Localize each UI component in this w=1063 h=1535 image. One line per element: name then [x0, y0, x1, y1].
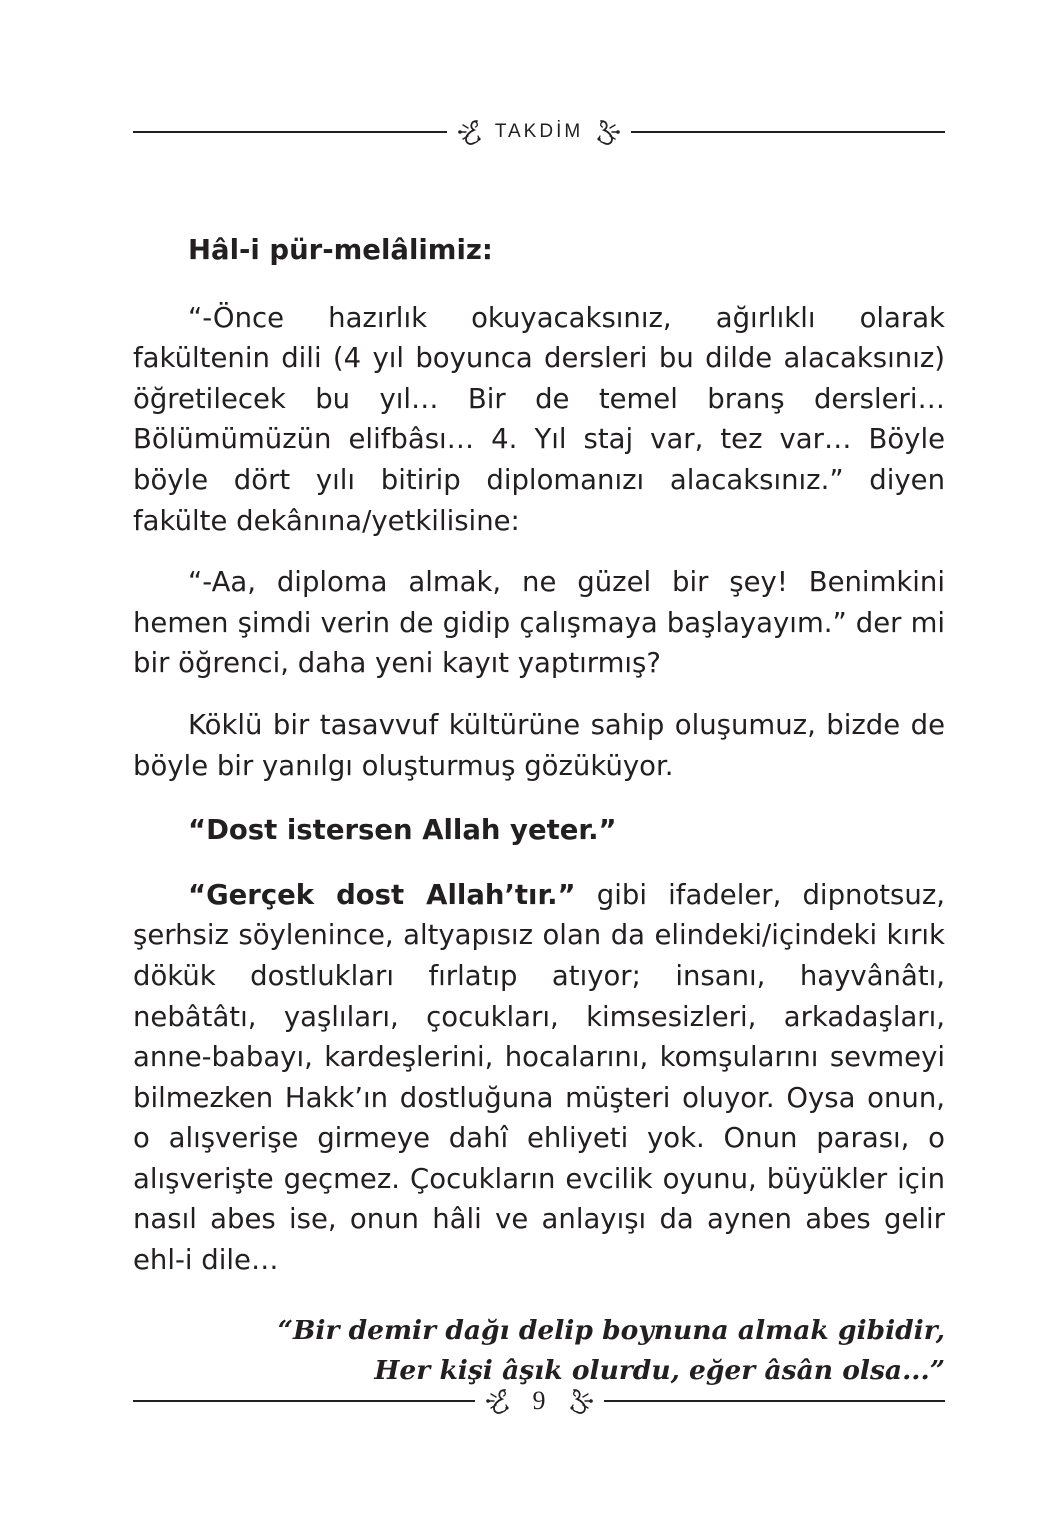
paragraph-4 [133, 875, 945, 1281]
paragraph-4-bold-quote: “Gerçek dost Allah’tır.” [188, 878, 576, 911]
section-heading: Hâl-i pür-melâlimiz: [188, 234, 493, 266]
quote-dost: “Dost istersen Allah yeter.” [188, 814, 617, 847]
paragraph-3: Köklü bir tasavvuf kültürüne sahip oluşumuz, bizde de böyle bir yanılgı oluşturmuş gözüküyor. [133, 708, 945, 782]
ornament-left-icon [457, 117, 487, 147]
poem-line-2: Her kişi âşık olurdu, eğer âsân olsa...” [374, 1355, 945, 1387]
header-rule-left [133, 131, 447, 133]
ornament-left-icon [485, 1386, 515, 1416]
paragraph-4-text: gibi ifadeler, dipnotsuz, şerhsiz söylenince, altyapısız olan da elindeki/içindeki kırık dökük dostlukları fırlatıp atıyor; insanı, hayvânâtı, nebâtâtı, yaşlıları, çocukları, kimsesizleri, arkadaşları, anne-babayı, kardeşlerini, hocalarını, komşularını sevmeyi bilmezken Hakk’ın dostluğuna müşteri oluyor. Oysa onun, o alışverişe girmeye dahî ehliyeti yok. Onun parası, o alışverişte geçmez. Çocukların evcilik oyunu, büyükler için nasıl abes ise, onun hâli ve anlayışı da aynen abes gelir ehl-i dile… [133, 878, 945, 1277]
page-body [133, 230, 945, 1392]
page-footer [133, 1386, 945, 1416]
page-number: 9 [532, 1386, 546, 1415]
poem-couplet [133, 1311, 945, 1392]
header-rule-right [631, 131, 945, 133]
header-title-group [447, 117, 631, 147]
paragraph-1: “-Önce hazırlık okuyacaksınız, ağırlıklı olarak fakültenin dili (4 yıl boyunca dersleri bu dilde alacaksınız) öğretilecek bu yıl… Bir de temel branş dersleri… Bölümümüzün elifbâsı… 4. Yıl staj var, tez var… Böyle böyle dört yılı bitirip diplomanızı alacaksınız.” diyen fakülte dekânına/yetkilisine: [133, 301, 945, 537]
footer-rule-left [133, 1400, 475, 1402]
chapter-title: TAKDİM [494, 121, 584, 142]
ornament-right-icon [564, 1386, 594, 1416]
poem-line-1: “Bir demir dağı delip boynuna almak gibidir, [277, 1314, 945, 1346]
running-header [133, 117, 945, 147]
footer-rule-right [604, 1400, 946, 1402]
footer-number-group [475, 1386, 604, 1416]
ornament-right-icon [591, 117, 621, 147]
paragraph-2: “-Aa, diploma almak, ne güzel bir şey! Benimkini hemen şimdi verin de gidip çalışmaya başlayayım.” der mi bir öğrenci, daha yeni kayıt yaptırmış? [133, 566, 945, 680]
